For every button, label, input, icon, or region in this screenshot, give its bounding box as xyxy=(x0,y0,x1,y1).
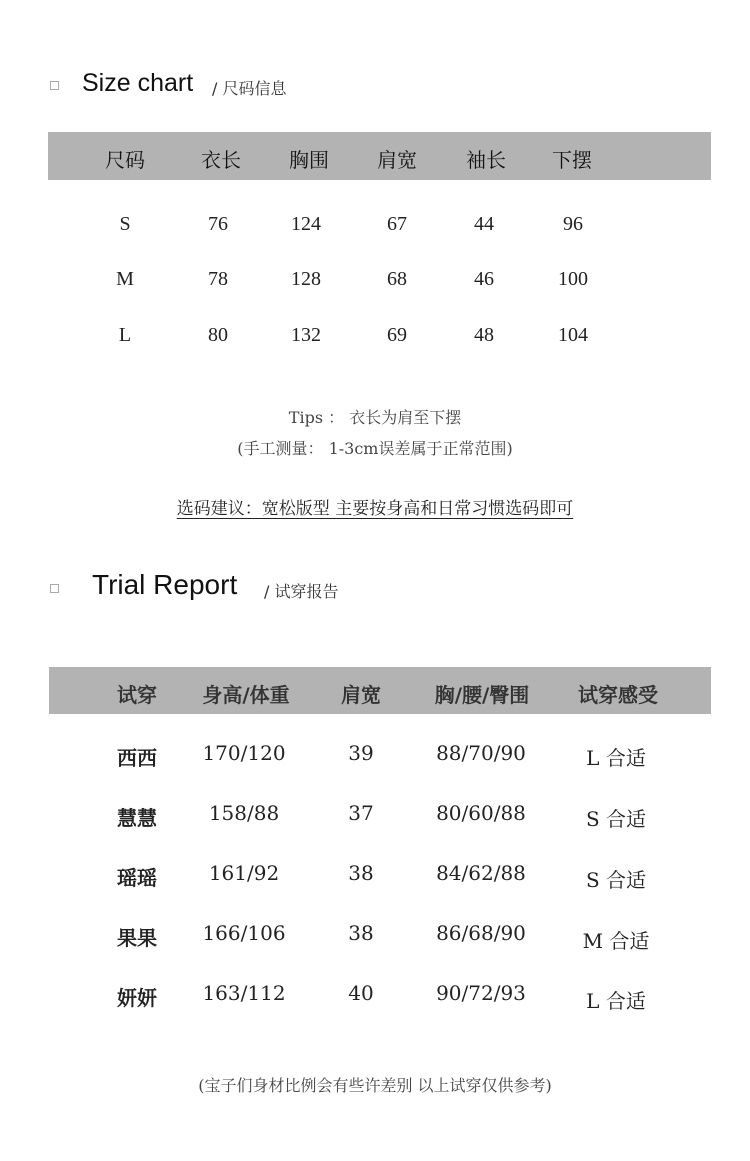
trial-cell: 38 xyxy=(348,921,374,945)
size-cell: 124 xyxy=(291,213,321,235)
size-cell: 44 xyxy=(474,213,494,235)
size-cell: 96 xyxy=(563,213,583,235)
trial-cell: S 合适 xyxy=(585,807,647,831)
trial-cell: M 合适 xyxy=(582,929,650,953)
size-cell: 67 xyxy=(387,213,407,235)
size-advice-text: 选码建议：宽松版型 主要按身高和日常习惯选码即可 xyxy=(176,499,574,519)
trial-cell-name: 西西 xyxy=(117,746,157,770)
trial-footer-note: (宝子们身材比例会有些许差别 以上试穿仅供参考) xyxy=(198,1076,552,1095)
trial-cell: 90/72/93 xyxy=(436,981,526,1005)
size-header-cell: 衣长 xyxy=(201,148,241,172)
size-header-cell: 下摆 xyxy=(552,148,592,172)
size-header-cell: 尺码 xyxy=(105,148,145,172)
trial-cell: 39 xyxy=(348,741,374,765)
size-cell: 80 xyxy=(208,324,228,346)
trial-cell: L 合适 xyxy=(586,989,646,1013)
size-cell: S xyxy=(119,213,131,235)
trial-cell: 163/112 xyxy=(202,981,286,1005)
size-cell: 128 xyxy=(291,268,321,290)
trial-cell: 88/70/90 xyxy=(436,741,526,765)
size-cell: 46 xyxy=(474,268,494,290)
size-cell: 48 xyxy=(474,324,494,346)
trial-cell: 84/62/88 xyxy=(436,861,526,885)
trial-cell: 37 xyxy=(348,801,374,825)
trial-report-subtitle: / 试穿报告 xyxy=(264,582,339,601)
trial-header-cell: 胸/腰/臀围 xyxy=(434,683,530,707)
trial-cell: 170/120 xyxy=(202,741,286,765)
trial-cell: L 合适 xyxy=(586,746,646,770)
size-tips: Tips ： 衣长为肩至下摆 xyxy=(288,408,462,427)
trial-cell: 158/88 xyxy=(208,801,280,825)
trial-header-cell: 身高/体重 xyxy=(202,683,290,707)
size-cell: 100 xyxy=(558,268,588,290)
trial-cell-name: 瑶瑶 xyxy=(117,866,157,890)
size-cell: 69 xyxy=(387,324,407,346)
trial-cell: S 合适 xyxy=(585,868,647,892)
size-chart-title: Size chart xyxy=(82,69,194,97)
trial-cell: 38 xyxy=(348,861,374,885)
trial-cell: 166/106 xyxy=(202,921,286,945)
size-header-cell: 胸围 xyxy=(289,148,329,172)
trial-cell: 80/60/88 xyxy=(436,801,526,825)
trial-header-cell: 肩宽 xyxy=(341,683,381,707)
size-advice xyxy=(0,494,750,519)
size-cell: 76 xyxy=(208,213,228,235)
section-marker-icon xyxy=(50,584,59,593)
size-cell: M xyxy=(116,268,134,290)
trial-cell-name: 慧慧 xyxy=(117,806,157,830)
size-chart-subtitle: / 尺码信息 xyxy=(212,79,287,98)
size-header-cell: 袖长 xyxy=(466,148,506,172)
trial-cell: 161/92 xyxy=(208,861,280,885)
trial-cell: 40 xyxy=(348,981,374,1005)
size-cell: 104 xyxy=(558,324,588,346)
trial-header-cell: 试穿 xyxy=(117,683,157,707)
trial-cell: 86/68/90 xyxy=(436,921,526,945)
trial-cell-name: 果果 xyxy=(117,926,157,950)
size-header-cell: 肩宽 xyxy=(377,148,417,172)
size-cell: L xyxy=(118,324,132,346)
size-cell: 68 xyxy=(387,268,407,290)
measure-note: (手工测量： 1-3cm误差属于正常范围) xyxy=(237,439,513,458)
section-marker-icon xyxy=(50,81,59,90)
trial-report-title: Trial Report xyxy=(92,569,238,600)
trial-cell-name: 妍妍 xyxy=(117,986,157,1010)
size-cell: 78 xyxy=(208,268,228,290)
size-cell: 132 xyxy=(291,324,321,346)
trial-header-cell: 试穿感受 xyxy=(578,683,658,707)
